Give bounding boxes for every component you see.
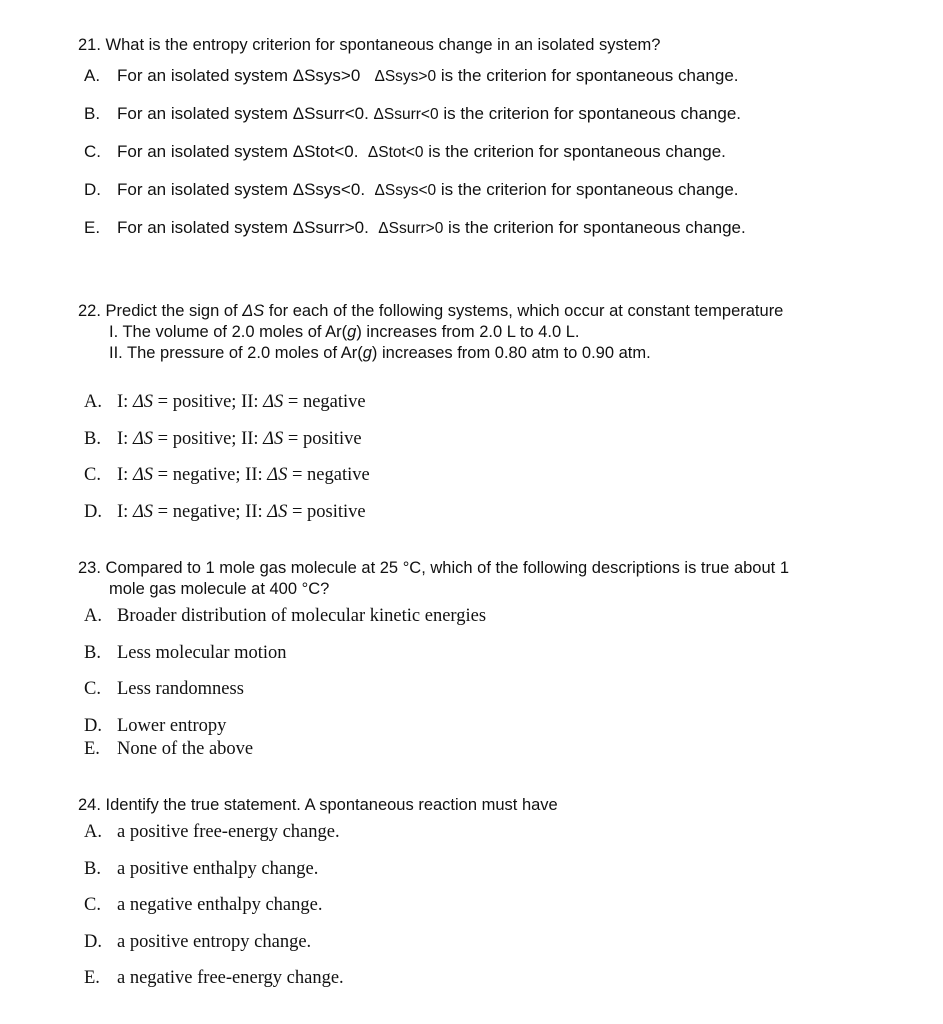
q24-option-c[interactable]: C. a negative enthalpy change.	[84, 895, 323, 915]
q21-option-d[interactable]: D. For an isolated system ΔSsys<0. ΔSsys<0 is the criterion for spontaneous change.	[84, 180, 739, 199]
question-stem: What is the entropy criterion for spontaneous change in an isolated system?	[105, 36, 661, 54]
q24-option-b[interactable]: B. a positive enthalpy change.	[84, 859, 319, 879]
q23-option-c[interactable]: C. Less randomness	[84, 679, 244, 699]
condition-ii: II. The pressure of 2.0 moles of Ar(g) increases from 0.80 atm to 0.90 atm.	[109, 344, 651, 362]
question-number: 24.	[78, 796, 101, 814]
q21-option-b[interactable]: B. For an isolated system ΔSsurr<0. ΔSsurr<0 is the criterion for spontaneous change.	[84, 104, 742, 123]
q21-option-e[interactable]: E. For an isolated system ΔSsurr>0. ΔSsurr>0 is the criterion for spontaneous change.	[84, 218, 746, 237]
q24-option-d[interactable]: D. a positive entropy change.	[84, 932, 312, 952]
question-number: 21.	[78, 36, 101, 54]
condition-i: I. The volume of 2.0 moles of Ar(g) increases from 2.0 L to 4.0 L.	[109, 323, 580, 341]
q24-option-a[interactable]: A. a positive free-energy change.	[84, 822, 340, 842]
question-24	[78, 795, 558, 816]
q22-option-b[interactable]: B. I: ΔS = positive; II: ΔS = positive	[84, 429, 362, 449]
q23-option-d[interactable]: D. Lower entropy	[84, 716, 227, 736]
q23-option-a[interactable]: A. Broader distribution of molecular kinetic energies	[84, 606, 487, 626]
question-stem: Identify the true statement. A spontaneous reaction must have	[105, 796, 558, 814]
q23-option-b[interactable]: B. Less molecular motion	[84, 643, 287, 663]
q22-option-c[interactable]: C. I: ΔS = negative; II: ΔS = negative	[84, 465, 370, 485]
question-22: 22. Predict the sign of ΔS for each of the following systems, which occur at constant temperature I. The volume of 2.0 moles of Ar(g) increases from 2.0 L to 4.0 L. II. The pressure of 2.0 moles of Ar(g) increases from 0.80 atm to 0.90 atm.	[78, 302, 784, 362]
question-number: 23.	[78, 559, 101, 577]
question-21	[78, 35, 660, 56]
q22-option-a[interactable]: A. I: ΔS = positive; II: ΔS = negative	[84, 392, 366, 412]
q23-option-e[interactable]: E. None of the above	[84, 739, 254, 759]
q24-option-e[interactable]: E. a negative free-energy change.	[84, 968, 344, 988]
q21-option-a[interactable]: A. For an isolated system ΔSsys>0 ΔSsys>0 is the criterion for spontaneous change.	[84, 66, 739, 85]
q21-option-c[interactable]: C. For an isolated system ΔStot<0. ΔStot<0 is the criterion for spontaneous change.	[84, 142, 726, 161]
question-number: 22.	[78, 302, 101, 320]
q22-option-d[interactable]: D. I: ΔS = negative; II: ΔS = positive	[84, 502, 366, 522]
question-23: 23. Compared to 1 mole gas molecule at 25 °C, which of the following descriptions is true about 1 mole gas molecule at 400 °C?	[78, 559, 789, 598]
